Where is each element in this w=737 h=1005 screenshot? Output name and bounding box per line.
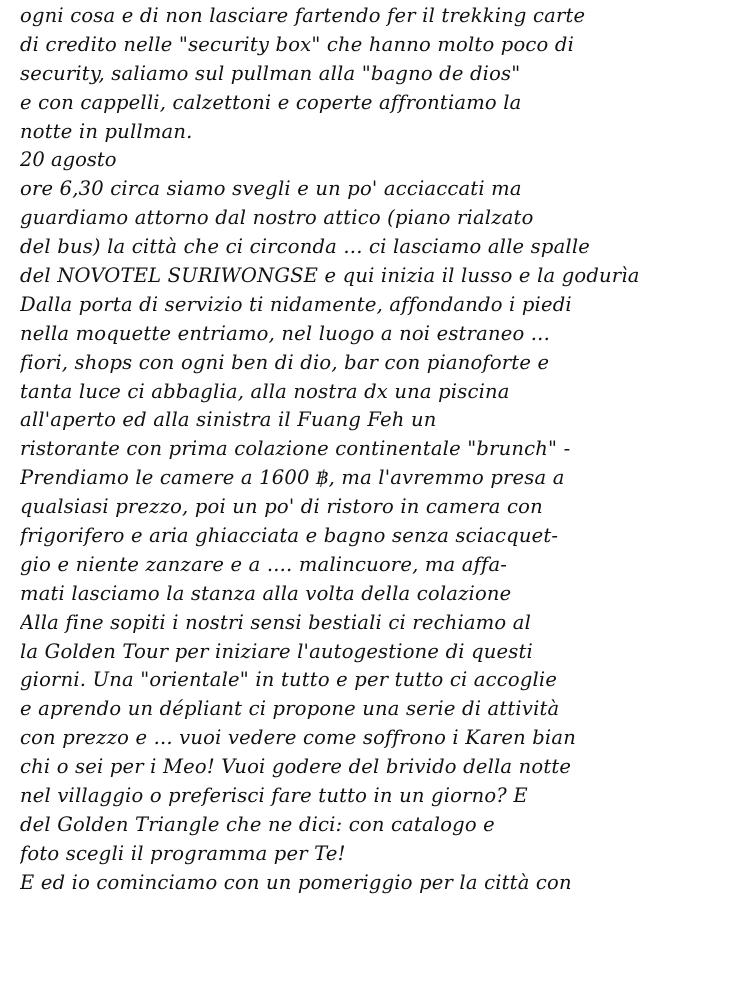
manuscript-line: Alla fine sopiti i nostri sensi bestiali ci rechiamo al [20, 610, 532, 634]
manuscript-line: e aprendo un dépliant ci propone una serie di attività [20, 697, 560, 721]
manuscript-line: del NOVOTEL SURIWONGSE e qui inizia il lusso e la godurìa [20, 264, 640, 288]
manuscript-line: E ed io cominciamo con un pomeriggio per la città con [20, 870, 572, 894]
manuscript-line: ore 6,30 circa siamo svegli e un po' acciaccati ma [20, 177, 522, 201]
manuscript-line: chi o sei per i Meo! Vuoi godere del brivido della notte [20, 755, 572, 779]
manuscript-line: nel villaggio o preferisci fare tutto in un giorno? E [20, 784, 528, 808]
manuscript-line: foto scegli il programma per Te! [20, 841, 346, 865]
manuscript-line: Dalla porta di servizio ti nidamente, affondando i piedi [20, 292, 572, 316]
manuscript-line: di credito nelle "security box" che hanno molto poco di [20, 32, 575, 56]
manuscript-line: notte in pullman. [20, 119, 193, 143]
date-heading: 20 agosto [20, 148, 117, 172]
manuscript-line: la Golden Tour per iniziare l'autogestione di questi [20, 639, 533, 663]
manuscript-line: qualsiasi prezzo, poi un po' di ristoro in camera con [20, 495, 543, 519]
manuscript-line: gio e niente zanzare e a .... malincuore, ma affa- [20, 552, 508, 576]
manuscript-line: del Golden Triangle che ne dici: con catalogo e [20, 812, 495, 836]
manuscript-line: all'aperto ed alla sinistra il Fuang Feh un [20, 408, 437, 432]
manuscript-line: ogni cosa e di non lasciare fartendo fer il trekking carte [20, 4, 586, 27]
manuscript-line: tanta luce ci abbaglia, alla nostra dx una piscina [20, 379, 510, 403]
manuscript-line: e con cappelli, calzettoni e coperte affrontiamo la [20, 90, 522, 114]
manuscript-line: security, saliamo sul pullman alla "bagno de dios" [20, 61, 521, 85]
manuscript-text [20, 2, 729, 898]
manuscript-line: guardiamo attorno dal nostro attico (piano rialzato [20, 206, 534, 230]
manuscript-line: giorni. Una "orientale" in tutto e per tutto ci accoglie [20, 668, 558, 692]
manuscript-line: ristorante con prima colazione continentale "brunch" - [20, 437, 571, 461]
manuscript-line: nella moquette entriamo, nel luogo a noi estraneo ... [20, 321, 550, 345]
manuscript-line: frigorifero e aria ghiacciata e bagno senza sciacquet- [20, 524, 559, 548]
manuscript-line: fiori, shops con ogni ben di dio, bar con pianoforte e [20, 350, 550, 374]
manuscript-line: del bus) la città che ci circonda ... ci lasciamo alle spalle [20, 235, 591, 259]
manuscript-line: Prendiamo le camere a 1600 ฿, ma l'avremmo presa a [20, 466, 565, 490]
manuscript-line: mati lasciamo la stanza alla volta della colazione [20, 581, 512, 605]
manuscript-line: con prezzo e ... vuoi vedere come soffrono i Karen bian [20, 726, 576, 750]
